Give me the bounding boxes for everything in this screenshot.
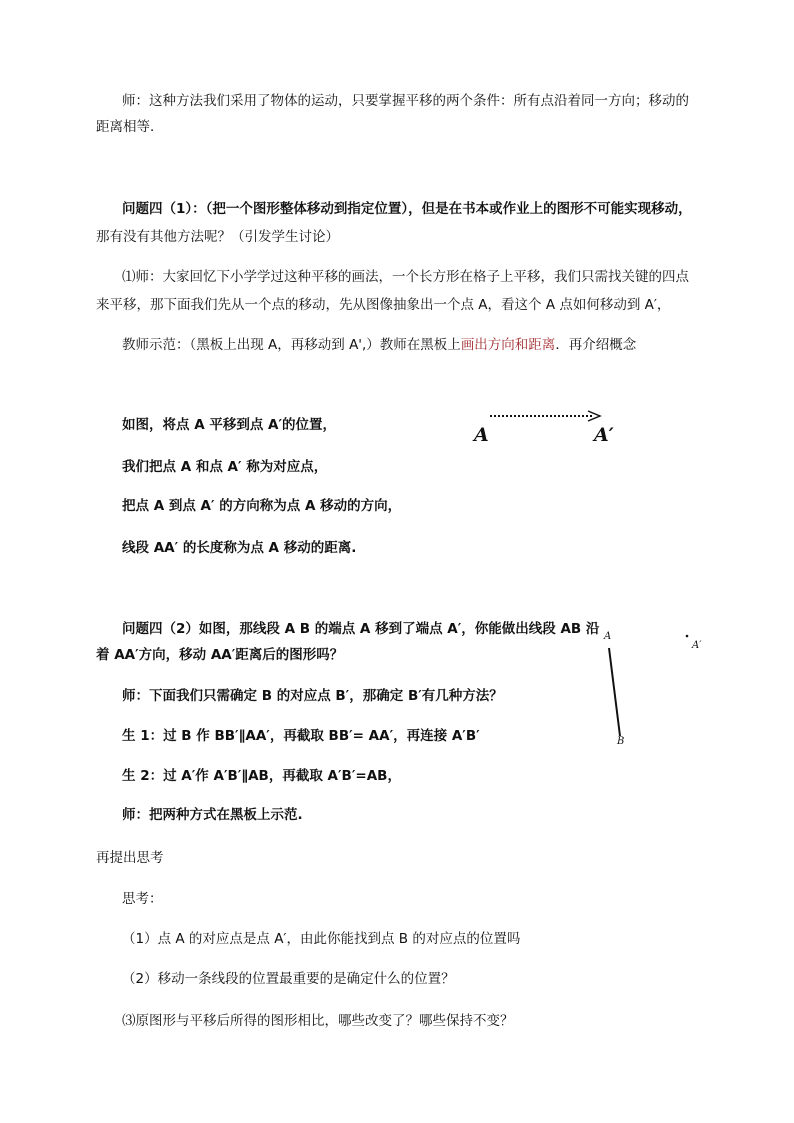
problem-heading: 问题四（2）如图，那线段 A B 的端点 A 移到了端点 A′，你能做出线段 AB 沿	[122, 621, 600, 637]
section-label: 再提出思考	[96, 850, 164, 866]
segment-ab	[609, 648, 620, 736]
think-item: ⑶原图形与平移后所得的图形相比，哪些改变了？哪些保持不变？	[122, 1013, 514, 1029]
think-item: （2）移动一条线段的位置最重要的是确定什么的位置？	[122, 971, 455, 987]
student-line: 生 2：过 A′作 A′B′∥AB，再截取 A′B′=AB，	[122, 768, 401, 784]
demo-text-end: ．再介绍概念	[555, 337, 637, 353]
point-a-prime-label: A′	[594, 424, 614, 446]
demo-text: 教师示范：（黑板上出现 A，再移动到 A',）教师在黑板上	[122, 337, 461, 353]
paragraph-line: ⑴师：大家回忆下小学学过这种平移的画法，一个长方形在格子上平移，我们只需找关键的四点	[122, 269, 689, 285]
segment-figure	[600, 630, 700, 750]
paragraph-line: 来平移，那下面我们先从一个点的移动，先从图像抽象出一个点 A，看这个 A 点如何移动到 A′，	[96, 297, 671, 313]
point-a-label: A	[474, 424, 489, 446]
definition-line: 把点 A 到点 A′ 的方向称为点 A 移动的方向，	[122, 498, 402, 514]
highlight-text: 画出方向和距离	[460, 337, 556, 353]
definition-line: 线段 AA′ 的长度称为点 A 移动的距离.	[122, 540, 357, 556]
student-line: 生 1：过 B 作 BB′∥AA′，再截取 BB′= AA′，再连接 A′B′	[122, 728, 480, 744]
teacher-line: 师：把两种方式在黑板上示范.	[122, 807, 303, 823]
segment-a-prime-label: A′	[692, 640, 702, 651]
point-a-prime-dot	[686, 635, 689, 638]
paragraph-line: 那有没有其他方法呢？（引发学生讨论）	[96, 229, 339, 245]
teacher-line: 师：下面我们只需确定 B 的对应点 B′，那确定 B′有几种方法？	[122, 688, 503, 704]
segment-a-label: A	[604, 631, 612, 642]
think-heading: 思考：	[122, 891, 163, 907]
segment-b-label: B	[617, 736, 625, 747]
teacher-demo-line	[122, 336, 636, 354]
translation-arrow-figure	[480, 404, 610, 428]
paragraph-line: 距离相等．	[96, 119, 164, 135]
problem-heading: 问题四（1）：（把一个图形整体移动到指定位置），但是在书本或作业上的图形不可能实现移动，	[122, 201, 692, 217]
paragraph-line: 师：这种方法我们采用了物体的运动，只要掌握平移的两个条件：所有点沿着同一方向；移动的	[122, 93, 689, 109]
definition-line: 我们把点 A 和点 A′ 称为对应点，	[122, 459, 328, 475]
think-item: （1）点 A 的对应点是点 A′，由此你能找到点 B 的对应点的位置吗	[122, 931, 521, 947]
definition-line: 如图，将点 A 平移到点 A′的位置，	[122, 417, 337, 433]
paragraph-line: 着 AA′方向，移动 AA′距离后的图形吗？	[96, 647, 344, 663]
